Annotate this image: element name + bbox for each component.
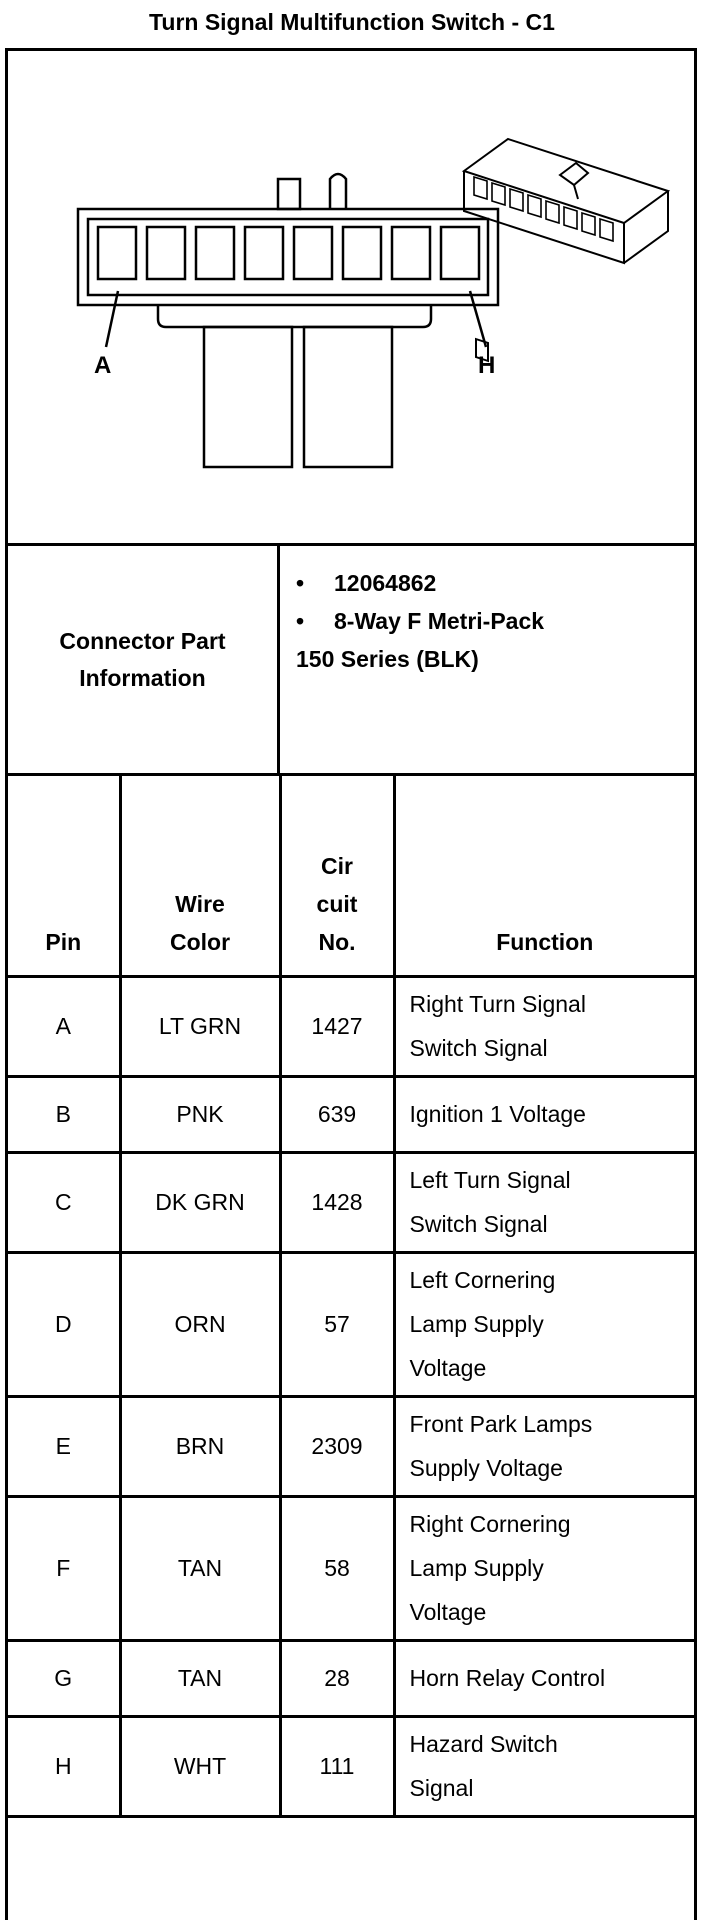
pin-a-pointer (106, 291, 118, 347)
isometric-cavity (546, 201, 559, 223)
function-cell (394, 976, 694, 1076)
table-row (8, 1496, 694, 1640)
pin-cell: E (8, 1396, 120, 1496)
pin-cell: D (8, 1252, 120, 1396)
connector-cavity (294, 227, 332, 279)
wire-exit-left (204, 327, 292, 467)
function-line: Voltage (409, 1599, 487, 1625)
wire-color-cell: WHT (120, 1716, 280, 1816)
table-row (8, 1252, 694, 1396)
description-line2: 150 Series (BLK) (296, 646, 479, 672)
connector-cavity (98, 227, 136, 279)
wire-exit-right (304, 327, 392, 467)
circuit-cell: 58 (280, 1496, 394, 1640)
cavities (98, 227, 479, 279)
function-line: Hazard Switch (409, 1731, 558, 1757)
page-title: Turn Signal Multifunction Switch - C1 (149, 9, 555, 35)
function-line: Left Cornering (409, 1267, 556, 1293)
wire-color-cell: ORN (120, 1252, 280, 1396)
function-line: Voltage (409, 1355, 487, 1381)
pin-cell: C (8, 1152, 120, 1252)
info-label-line1: Connector Part (59, 627, 226, 654)
connector-cavity (147, 227, 185, 279)
connector-sheet (5, 48, 697, 1920)
isometric-cavity (564, 207, 577, 229)
isometric-cavity (510, 189, 523, 211)
header-circuit-no: Cir cuit No. (280, 776, 394, 976)
connector-info-label (8, 546, 280, 773)
circuit-cell: 2309 (280, 1396, 394, 1496)
function-cell (394, 1640, 694, 1716)
isometric-cavity (582, 213, 595, 235)
function-line: Front Park Lamps (409, 1411, 593, 1437)
table-row (8, 1152, 694, 1252)
function-line: Right Turn Signal (409, 991, 586, 1017)
table-row (8, 1640, 694, 1716)
function-line: Right Cornering (409, 1511, 571, 1537)
function-line: Signal (409, 1775, 474, 1801)
isometric-cavity (474, 177, 487, 199)
part-number: 12064862 (334, 570, 437, 596)
isometric-connector-view (464, 139, 668, 361)
pin-cell: A (8, 976, 120, 1076)
circuit-cell: 111 (280, 1716, 394, 1816)
connector-cavity (441, 227, 479, 279)
function-line: Horn Relay Control (409, 1665, 606, 1691)
header-function: Function (394, 776, 694, 976)
function-cell (394, 1716, 694, 1816)
table-row (8, 1716, 694, 1816)
pin-h-label: H (478, 352, 496, 379)
table-row (8, 1076, 694, 1152)
pin-h-pointer (470, 291, 486, 347)
function-line: Switch Signal (409, 1211, 548, 1237)
bullet-icon: • (296, 570, 305, 596)
header-pin: Pin (8, 776, 120, 976)
pin-cell: H (8, 1716, 120, 1816)
pinout-table (8, 776, 694, 1818)
table-row (8, 1396, 694, 1496)
description-line1: 8-Way F Metri-Pack (334, 608, 545, 634)
pin-cell: B (8, 1076, 120, 1152)
description-item (296, 602, 694, 640)
connector-diagram (8, 51, 694, 546)
info-label-line2: Information (79, 664, 206, 691)
part-number-item (296, 564, 694, 602)
function-line: Switch Signal (409, 1035, 548, 1061)
function-line: Left Turn Signal (409, 1167, 571, 1193)
function-cell (394, 1496, 694, 1640)
table-row (8, 976, 694, 1076)
circuit-cell: 1428 (280, 1152, 394, 1252)
pin-cell: G (8, 1640, 120, 1716)
wire-color-cell: DK GRN (120, 1152, 280, 1252)
connector-part-info (8, 546, 694, 776)
latch-tab (278, 179, 300, 209)
function-cell (394, 1152, 694, 1252)
connector-info-values (280, 546, 694, 773)
connector-cavity (343, 227, 381, 279)
connector-housing (78, 209, 498, 305)
circuit-cell: 28 (280, 1640, 394, 1716)
wire-color-cell: LT GRN (120, 976, 280, 1076)
wire-color-cell: TAN (120, 1640, 280, 1716)
pin-cell: F (8, 1496, 120, 1640)
function-line: Lamp Supply (409, 1555, 544, 1581)
bullet-icon: • (296, 608, 305, 634)
connector-cavity (196, 227, 234, 279)
bottom-rail (158, 305, 431, 327)
pin-a-label: A (94, 352, 112, 379)
circuit-cell: 57 (280, 1252, 394, 1396)
wire-color-cell: TAN (120, 1496, 280, 1640)
connector-drawing (8, 51, 694, 543)
header-wire-color: Wire Color (120, 776, 280, 976)
isometric-cavity (600, 219, 613, 241)
function-cell (394, 1076, 694, 1152)
connector-cavity (245, 227, 283, 279)
circuit-cell: 1427 (280, 976, 394, 1076)
function-cell (394, 1252, 694, 1396)
function-line: Ignition 1 Voltage (409, 1101, 586, 1127)
wire-color-cell: BRN (120, 1396, 280, 1496)
function-cell (394, 1396, 694, 1496)
isometric-cavity (528, 195, 541, 217)
pinout-header-row (8, 776, 694, 976)
circuit-cell: 639 (280, 1076, 394, 1152)
isometric-cavity (492, 183, 505, 205)
function-line: Supply Voltage (409, 1455, 563, 1481)
connector-cavity (392, 227, 430, 279)
wire-color-cell: PNK (120, 1076, 280, 1152)
lock-tab (330, 174, 346, 209)
function-line: Lamp Supply (409, 1311, 544, 1337)
